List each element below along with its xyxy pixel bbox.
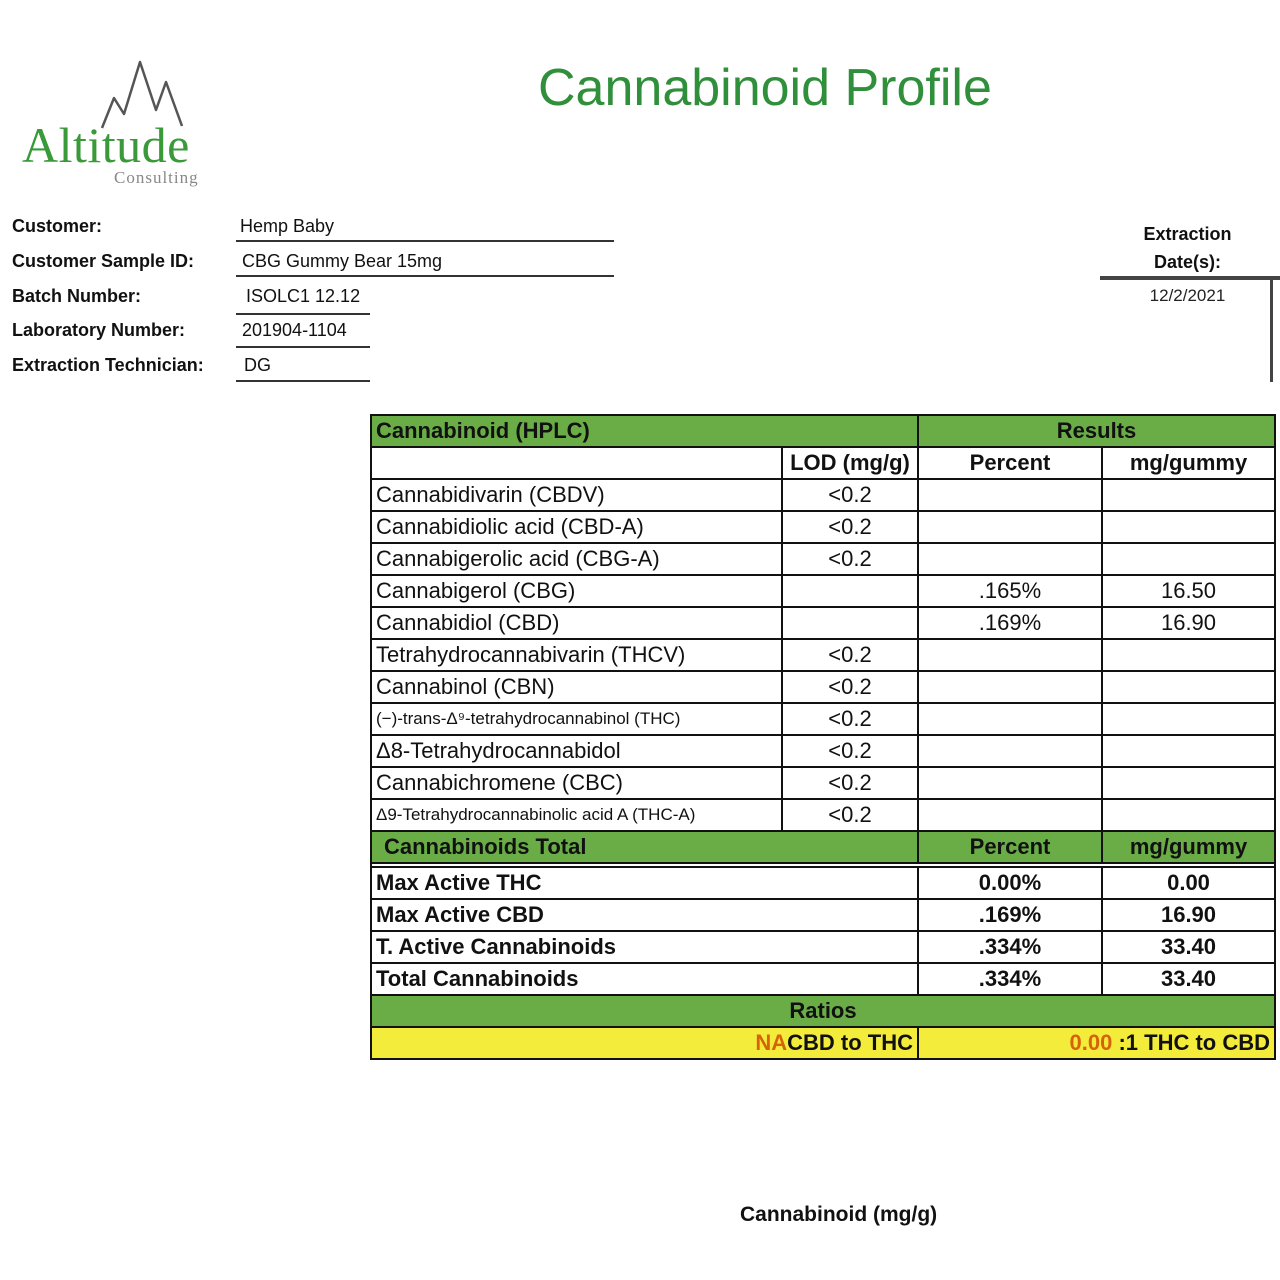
mg-value: 16.50 <box>1102 575 1275 607</box>
mg-value <box>1102 703 1275 735</box>
mg-value <box>1102 639 1275 671</box>
lab-number-value: 201904-1104 <box>242 320 347 340</box>
header-cannabinoid: Cannabinoid (HPLC) <box>371 415 918 447</box>
ratios-header: Ratios <box>371 995 1275 1027</box>
total-mg: 0.00 <box>1102 867 1275 899</box>
batch-number-underline <box>236 313 370 315</box>
percent-value <box>918 639 1102 671</box>
mg-value: 16.90 <box>1102 607 1275 639</box>
table-row <box>371 575 1275 607</box>
extraction-label-line2: Date(s): <box>1153 252 1221 272</box>
total-percent: .334% <box>918 963 1102 995</box>
table-row <box>371 899 1275 931</box>
cbd-to-thc-ratio <box>371 1027 918 1059</box>
results-table-body <box>371 415 1275 1059</box>
percent-value <box>918 543 1102 575</box>
lod-value: <0.2 <box>782 799 918 831</box>
column-header-mg: mg/gummy <box>1102 447 1275 479</box>
header-results: Results <box>918 415 1275 447</box>
table-row <box>371 639 1275 671</box>
cannabinoid-name: Δ9-Tetrahydrocannabinolic acid A (THC-A) <box>371 799 782 831</box>
table-row <box>371 799 1275 831</box>
cannabinoid-name: Δ8-Tetrahydrocannabidol <box>371 735 782 767</box>
total-name: Total Cannabinoids <box>371 963 918 995</box>
total-name: T. Active Cannabinoids <box>371 931 918 963</box>
percent-value <box>918 703 1102 735</box>
total-mg: 33.40 <box>1102 963 1275 995</box>
technician-label: Extraction Technician: <box>12 355 204 375</box>
table-row <box>371 479 1275 511</box>
total-percent: 0.00% <box>918 867 1102 899</box>
cannabinoid-name: Cannabigerol (CBG) <box>371 575 782 607</box>
extraction-date-label <box>1100 220 1275 276</box>
cannabinoid-name: Cannabidiolic acid (CBD-A) <box>371 511 782 543</box>
thc-to-cbd-label: :1 THC to CBD <box>1118 1030 1271 1055</box>
lod-value: <0.2 <box>782 671 918 703</box>
total-mg: 33.40 <box>1102 931 1275 963</box>
technician-underline <box>236 380 370 382</box>
mg-value <box>1102 543 1275 575</box>
column-header-percent: Percent <box>918 447 1102 479</box>
cannabinoid-name: (−)-trans-Δ⁹-tetrahydrocannabinol (THC) <box>371 703 782 735</box>
mg-value <box>1102 671 1275 703</box>
totals-header-mg: mg/gummy <box>1102 831 1275 863</box>
table-row <box>371 735 1275 767</box>
totals-header-row <box>371 831 1275 863</box>
cannabinoid-name: Cannabidivarin (CBDV) <box>371 479 782 511</box>
percent-value <box>918 671 1102 703</box>
total-name: Max Active THC <box>371 867 918 899</box>
table-row <box>371 607 1275 639</box>
mg-value <box>1102 767 1275 799</box>
lod-value: <0.2 <box>782 703 918 735</box>
cannabinoid-name: Cannabidiol (CBD) <box>371 607 782 639</box>
percent-value <box>918 511 1102 543</box>
extraction-divider <box>1100 276 1280 280</box>
lod-value <box>782 607 918 639</box>
page-title: Cannabinoid Profile <box>538 59 992 117</box>
total-mg: 16.90 <box>1102 899 1275 931</box>
table-row <box>371 767 1275 799</box>
chart-section-label: Cannabinoid (mg/g) <box>740 1203 938 1226</box>
sample-id-value: CBG Gummy Bear 15mg <box>242 251 443 271</box>
percent-value <box>918 767 1102 799</box>
table-row <box>371 511 1275 543</box>
total-percent: .169% <box>918 899 1102 931</box>
lod-value <box>782 575 918 607</box>
mg-value <box>1102 479 1275 511</box>
customer-underline <box>236 240 614 242</box>
batch-number-value: ISOLC1 12.12 <box>246 286 361 306</box>
lab-number-label: Laboratory Number: <box>12 320 186 340</box>
lod-value: <0.2 <box>782 543 918 575</box>
total-name: Max Active CBD <box>371 899 918 931</box>
extraction-date-value: 12/2/2021 <box>1149 286 1226 305</box>
thc-to-cbd-ratio <box>918 1027 1275 1059</box>
cbd-to-thc-label: CBD to THC <box>787 1030 913 1055</box>
logo-wordmark: Altitude <box>22 117 190 173</box>
column-header-empty <box>371 447 782 479</box>
mg-value <box>1102 735 1275 767</box>
thc-to-cbd-value: 0.00 <box>1069 1030 1113 1055</box>
lod-value: <0.2 <box>782 479 918 511</box>
cbd-to-thc-value: NA <box>755 1030 788 1055</box>
lod-value: <0.2 <box>782 767 918 799</box>
percent-value <box>918 799 1102 831</box>
table-row <box>371 543 1275 575</box>
cannabinoid-results-table <box>370 414 1276 1060</box>
lod-value: <0.2 <box>782 511 918 543</box>
ratios-row <box>371 1027 1275 1059</box>
column-header-row <box>371 447 1275 479</box>
table-row <box>371 963 1275 995</box>
table-row <box>371 671 1275 703</box>
company-logo <box>22 58 242 193</box>
cannabinoid-name: Cannabinol (CBN) <box>371 671 782 703</box>
table-row <box>371 703 1275 735</box>
cannabinoid-name: Cannabigerolic acid (CBG-A) <box>371 543 782 575</box>
totals-header: Cannabinoids Total <box>371 831 918 863</box>
extraction-label-line1: Extraction <box>1143 224 1232 244</box>
logo-subtitle: Consulting <box>114 168 199 187</box>
table-row <box>371 931 1275 963</box>
table-header-row <box>371 415 1275 447</box>
percent-value <box>918 735 1102 767</box>
customer-value: Hemp Baby <box>240 216 335 236</box>
table-row <box>371 867 1275 899</box>
percent-value <box>918 479 1102 511</box>
lod-value: <0.2 <box>782 639 918 671</box>
totals-header-percent: Percent <box>918 831 1102 863</box>
mg-value <box>1102 799 1275 831</box>
cannabinoid-name: Tetrahydrocannabivarin (THCV) <box>371 639 782 671</box>
column-header-lod: LOD (mg/g) <box>782 447 918 479</box>
percent-value: .169% <box>918 607 1102 639</box>
mg-value <box>1102 511 1275 543</box>
sample-id-underline <box>236 275 614 277</box>
cannabinoid-name: Cannabichromene (CBC) <box>371 767 782 799</box>
lab-number-underline <box>236 346 370 348</box>
total-percent: .334% <box>918 931 1102 963</box>
batch-number-label: Batch Number: <box>12 286 142 306</box>
customer-label: Customer: <box>12 216 103 236</box>
technician-value: DG <box>244 355 271 375</box>
sample-id-label: Customer Sample ID: <box>12 251 195 271</box>
percent-value: .165% <box>918 575 1102 607</box>
ratios-header-row <box>371 995 1275 1027</box>
lod-value: <0.2 <box>782 735 918 767</box>
